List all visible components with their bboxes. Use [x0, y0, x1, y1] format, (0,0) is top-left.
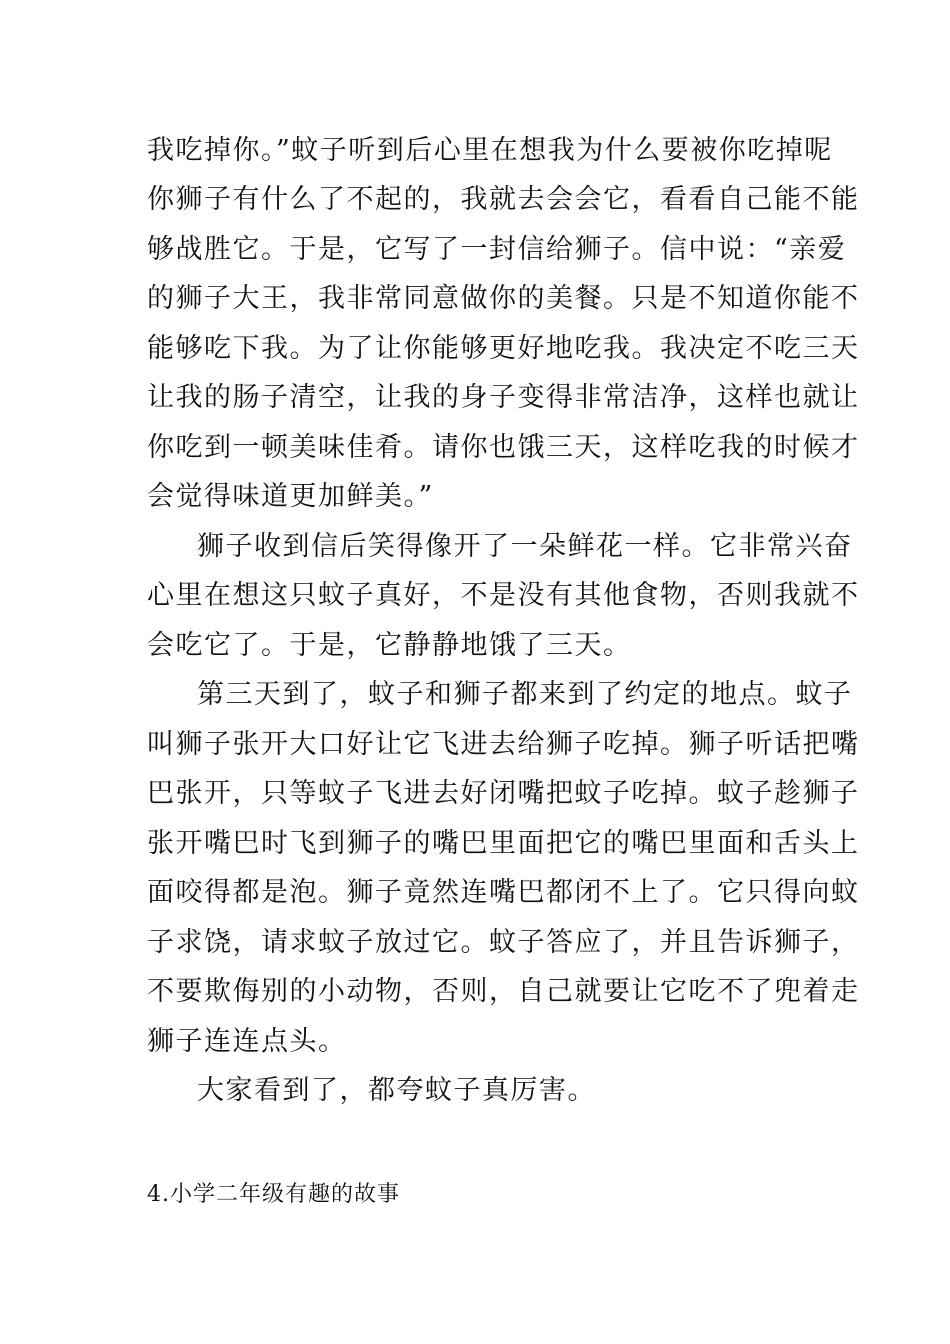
text-line: 不要欺侮别的小动物，否则，自己就要让它吃不了兜着走 [147, 976, 860, 1007]
text-line: 子求饶，请求蚊子放过它。蚊子答应了，并且告诉狮子， [147, 927, 860, 958]
text-line: 我吃掉你。”蚊子听到后心里在想我为什么要被你吃掉呢 [147, 135, 833, 166]
text-line: 的狮子大王，我非常同意做你的美餐。只是不知道你能不 [147, 283, 860, 314]
text-line: 面咬得都是泡。狮子竟然连嘴巴都闭不上了。它只得向蚊 [147, 877, 860, 908]
paragraph-first-line: 大家看到了，都夸蚊子真厉害。 [197, 1075, 596, 1106]
text-line: 巴张开，只等蚊子飞进去好闭嘴把蚊子吃掉。蚊子趁狮子 [147, 778, 860, 809]
section-heading: 4.小学二年级有趣的故事 [147, 1182, 400, 1207]
text-line: 会吃它了。于是，它静静地饿了三天。 [147, 630, 632, 661]
text-line: 让我的肠子清空，让我的身子变得非常洁净，这样也就让 [147, 382, 860, 413]
paragraph-first-line: 狮子收到信后笑得像开了一朵鲜花一样。它非常兴奋 [197, 531, 853, 562]
text-line: 能够吃下我。为了让你能够更好地吃我。我决定不吃三天 [147, 333, 860, 364]
text-line: 你狮子有什么了不起的，我就去会会它，看看自己能不能 [147, 184, 860, 215]
text-line: 狮子连连点头。 [147, 1026, 347, 1057]
text-line: 张开嘴巴时飞到狮子的嘴巴里面把它的嘴巴里面和舌头上 [147, 828, 860, 859]
text-line: 够战胜它。于是，它写了一封信给狮子。信中说：“亲爱 [147, 234, 847, 265]
text-line: 心里在想这只蚊子真好，不是没有其他食物，否则我就不 [147, 580, 860, 611]
paragraph-first-line: 第三天到了，蚊子和狮子都来到了约定的地点。蚊子 [197, 679, 853, 710]
text-line: 会觉得味道更加鲜美。” [147, 481, 434, 512]
text-line: 叫狮子张开大口好让它飞进去给狮子吃掉。狮子听话把嘴 [147, 729, 860, 760]
text-line: 你吃到一顿美味佳肴。请你也饿三天，这样吃我的时候才 [147, 432, 860, 463]
